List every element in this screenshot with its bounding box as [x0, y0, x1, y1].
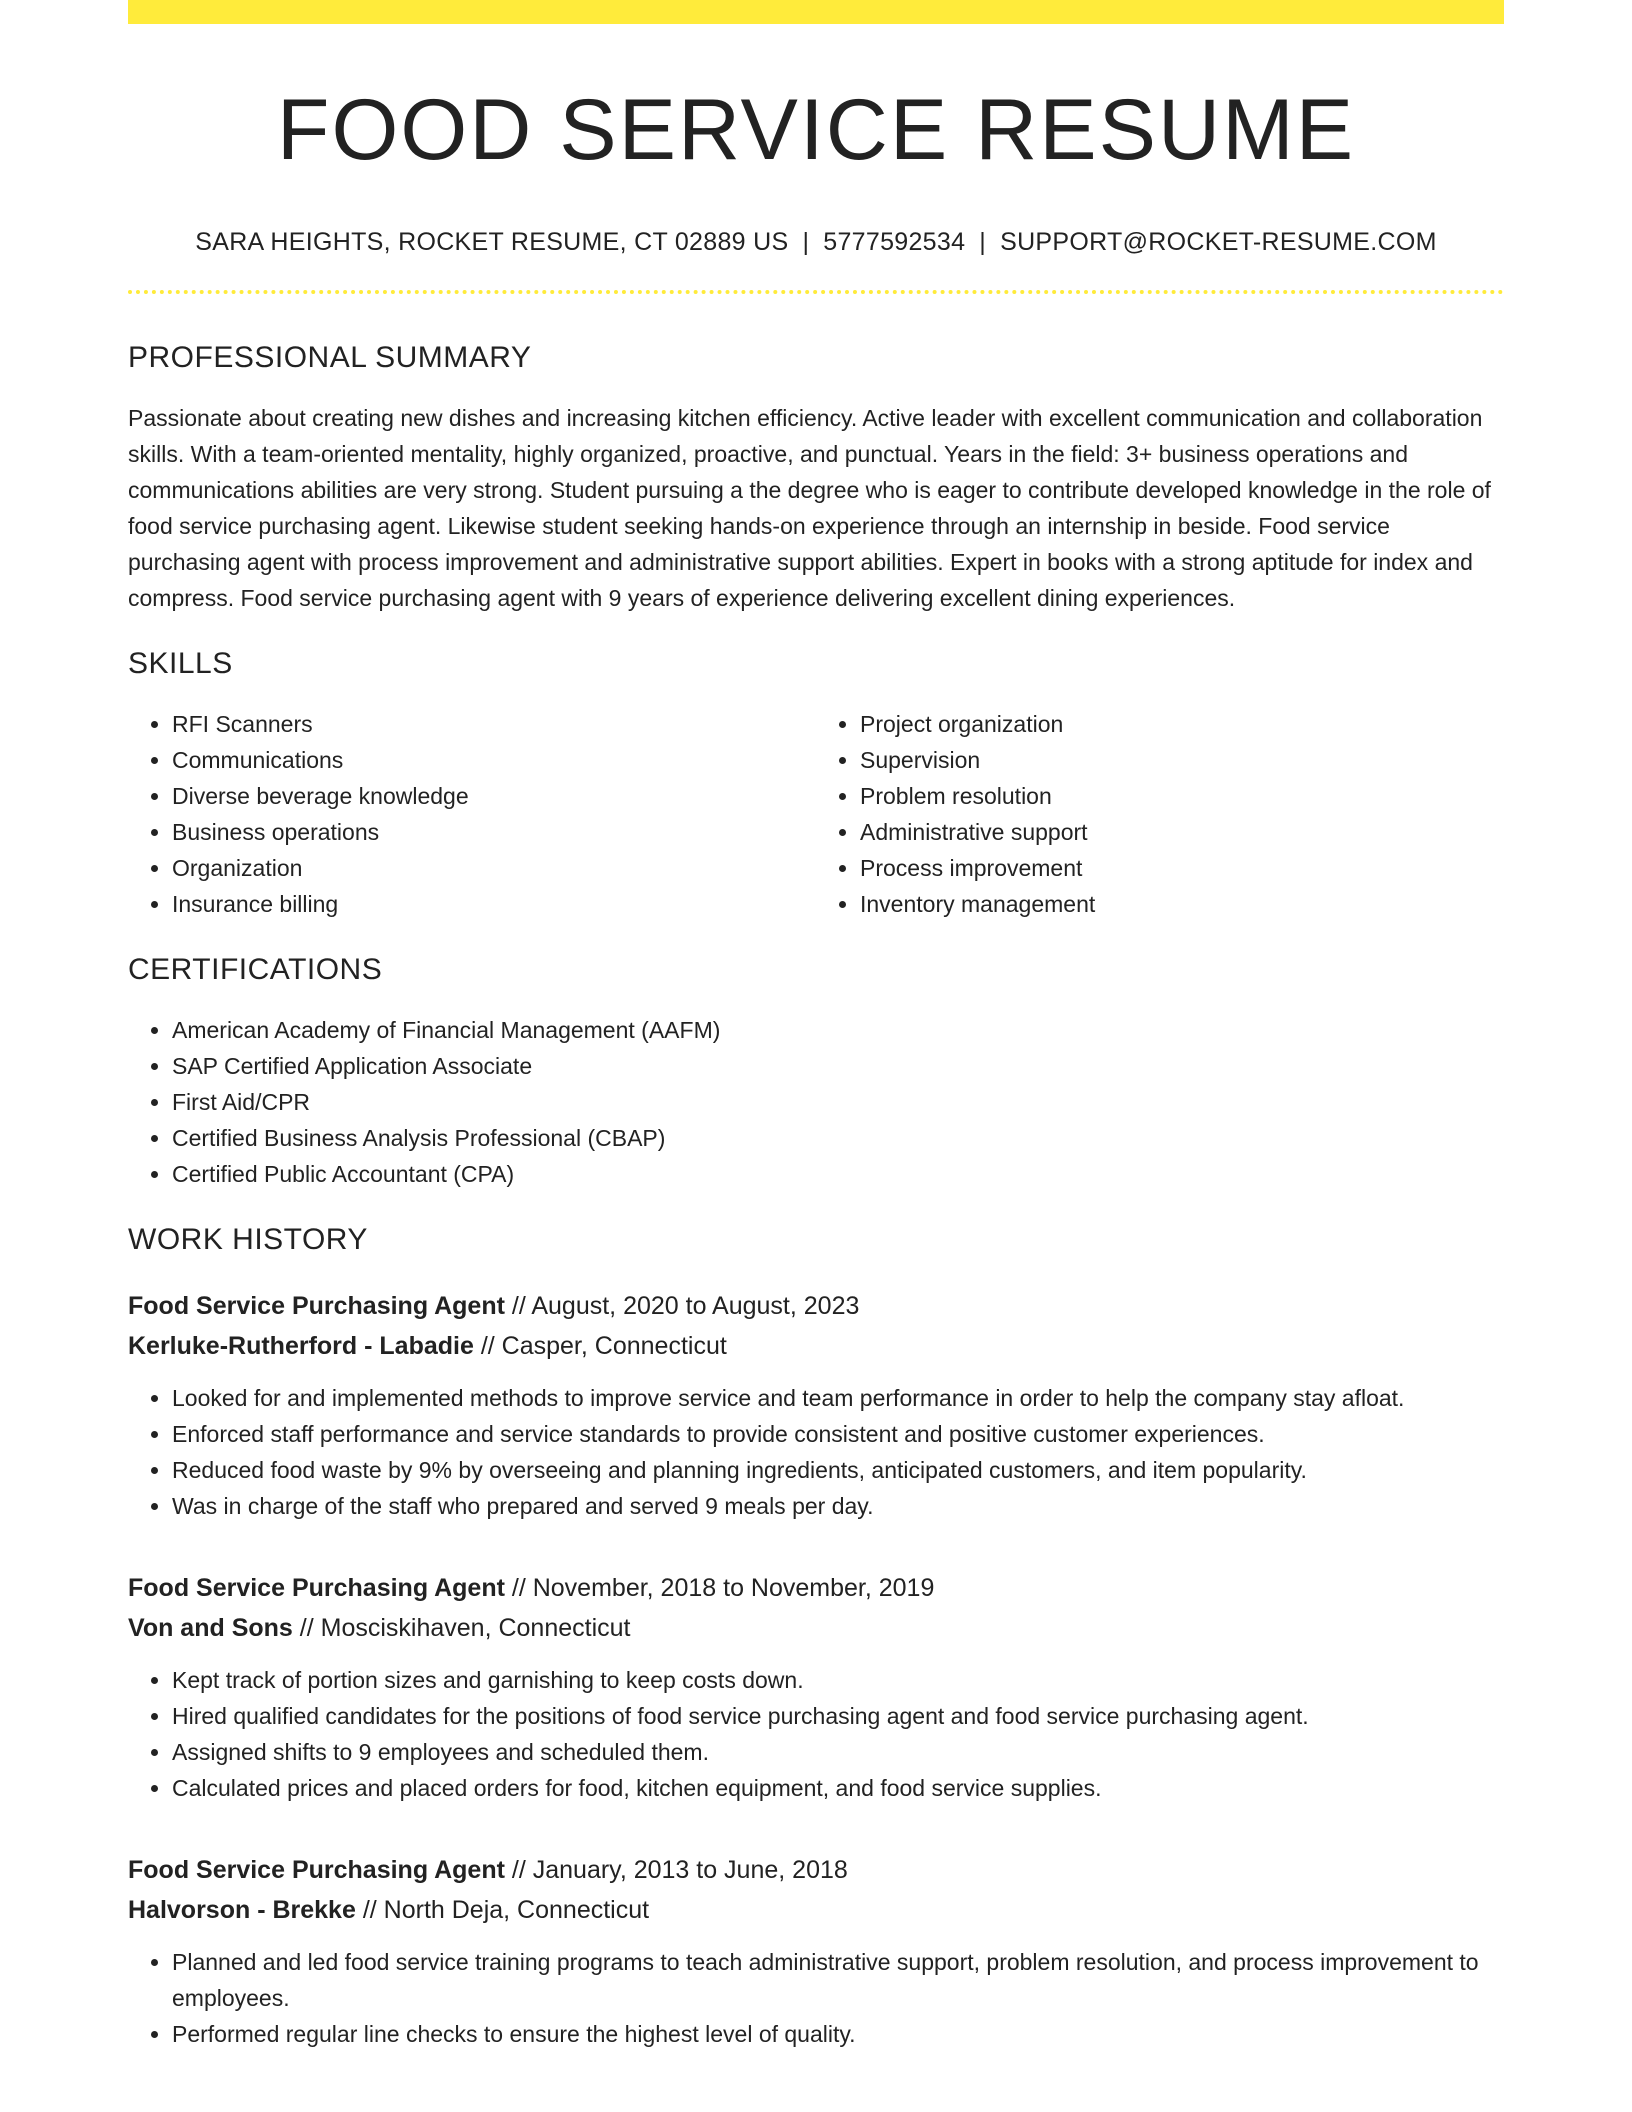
job-title-line — [128, 1286, 1504, 1326]
job-bullets — [128, 1380, 1504, 1524]
job-dates: // November, 2018 to November, 2019 — [511, 1574, 935, 1602]
job-bullet: • Kept track of portion sizes and garnishing to keep costs down. — [172, 1662, 1504, 1698]
job-company: Von and Sons — [128, 1614, 293, 1642]
job-bullet: • Enforced staff performance and service standards to provide consistent and positive customer experiences. — [172, 1416, 1504, 1452]
job-company: Halvorson - Brekke — [128, 1896, 356, 1924]
contact-line — [128, 226, 1504, 258]
job-bullet: • Hired qualified candidates for the positions of food service purchasing agent and food service purchasing agent. — [172, 1698, 1504, 1734]
skill-item: • Business operations — [172, 814, 816, 850]
skills-list-right — [816, 706, 1504, 922]
skill-item: • Inventory management — [860, 886, 1504, 922]
job-role: Food Service Purchasing Agent — [128, 1292, 505, 1320]
job-bullet: • Looked for and implemented methods to improve service and team performance in order to help the company stay afloat. — [172, 1380, 1504, 1416]
job-title-line — [128, 1568, 1504, 1608]
contact-phone: 5777592534 — [823, 228, 966, 256]
certification-item: • American Academy of Financial Management (AAFM) — [172, 1012, 1504, 1048]
contact-separator: | — [802, 228, 810, 256]
contact-email: SUPPORT@ROCKET-RESUME.COM — [1000, 228, 1437, 256]
job-company-line — [128, 1608, 1504, 1648]
job-role: Food Service Purchasing Agent — [128, 1574, 505, 1602]
job-location: // North Deja, Connecticut — [362, 1896, 650, 1924]
job-entry — [128, 1568, 1504, 1806]
skill-item: • Diverse beverage knowledge — [172, 778, 816, 814]
skills-heading: SKILLS — [128, 647, 233, 680]
skill-item: • Project organization — [860, 706, 1504, 742]
job-bullet: • Was in charge of the staff who prepared and served 9 meals per day. — [172, 1488, 1504, 1524]
resume-content — [128, 0, 1504, 2052]
skill-item: • Administrative support — [860, 814, 1504, 850]
job-dates: // January, 2013 to June, 2018 — [511, 1856, 848, 1884]
skills-columns — [128, 706, 1504, 922]
job-bullets — [128, 1944, 1504, 2052]
contact-separator: | — [979, 228, 987, 256]
job-bullet: • Reduced food waste by 9% by overseeing and planning ingredients, anticipated customers, and item popularity. — [172, 1452, 1504, 1488]
summary-text: Passionate about creating new dishes and increasing kitchen efficiency. Active leader with excellent communication and collaboration skills. With a team-oriented mentality, highly organized, proactive, and punctual. Years in the field: 3+ business operations and communications abilities are very strong. Student pursuing a the degree who is eager to contribute developed knowledge in the role of food service purchasing agent. Likewise student seeking hands-on experience through an internship in beside. Food service purchasing agent with process improvement and administrative support abilities. Expert in books with a strong aptitude for index and compress. Food service purchasing agent with 9 years of experience delivering excellent dining experiences. — [128, 405, 1491, 611]
job-bullet: • Calculated prices and placed orders for food, kitchen equipment, and food service supplies. — [172, 1770, 1504, 1806]
contact-address: SARA HEIGHTS, ROCKET RESUME, CT 02889 US — [195, 228, 789, 256]
skills-list-left — [128, 706, 816, 922]
certification-item: • First Aid/CPR — [172, 1084, 1504, 1120]
certifications-list — [128, 1012, 1504, 1192]
job-bullet: • Performed regular line checks to ensure the highest level of quality. — [172, 2016, 1504, 2052]
job-bullets — [128, 1662, 1504, 1806]
job-company-line — [128, 1890, 1504, 1930]
certifications-heading: CERTIFICATIONS — [128, 953, 383, 986]
skill-item: • Problem resolution — [860, 778, 1504, 814]
certification-item: • Certified Public Accountant (CPA) — [172, 1156, 1504, 1192]
job-bullet: • Assigned shifts to 9 employees and scheduled them. — [172, 1734, 1504, 1770]
skill-item: • Communications — [172, 742, 816, 778]
skill-item: • Process improvement — [860, 850, 1504, 886]
job-title-line — [128, 1850, 1504, 1890]
certification-item: • SAP Certified Application Associate — [172, 1048, 1504, 1084]
job-entry — [128, 1850, 1504, 2052]
skill-item: • Supervision — [860, 742, 1504, 778]
dotted-divider — [128, 290, 1504, 294]
job-company-line — [128, 1326, 1504, 1366]
job-bullet: • Planned and led food service training programs to teach administrative support, problem resolution, and process improvement to employees. — [172, 1944, 1504, 2016]
certification-item: • Certified Business Analysis Professional (CBAP) — [172, 1120, 1504, 1156]
job-entry — [128, 1286, 1504, 1524]
summary-heading: PROFESSIONAL SUMMARY — [128, 341, 532, 374]
skill-item: • RFI Scanners — [172, 706, 816, 742]
job-location: // Mosciskihaven, Connecticut — [299, 1614, 631, 1642]
skill-item: • Organization — [172, 850, 816, 886]
skill-item: • Insurance billing — [172, 886, 816, 922]
job-company: Kerluke-Rutherford - Labadie — [128, 1332, 474, 1360]
job-location: // Casper, Connecticut — [480, 1332, 727, 1360]
resume-title: FOOD SERVICE RESUME — [276, 82, 1356, 178]
job-dates: // August, 2020 to August, 2023 — [511, 1292, 860, 1320]
work-history-heading: WORK HISTORY — [128, 1223, 368, 1256]
job-role: Food Service Purchasing Agent — [128, 1856, 505, 1884]
